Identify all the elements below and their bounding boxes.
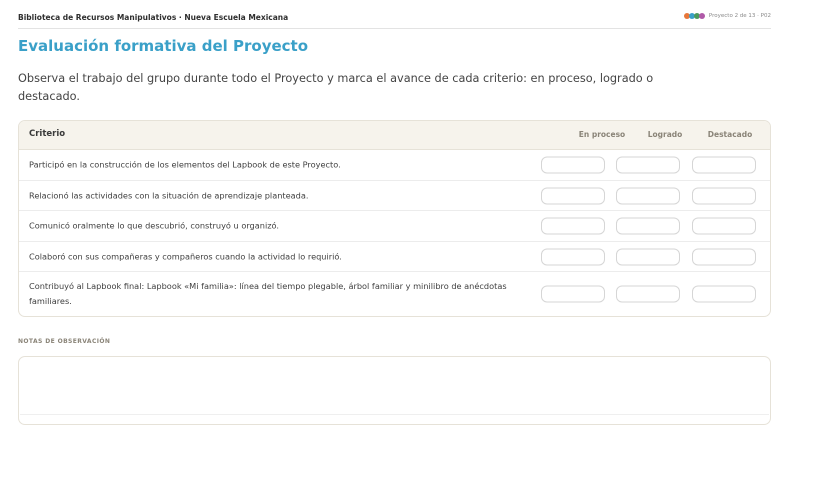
table-row: [19, 242, 770, 272]
header-logrado: Logrado: [647, 130, 683, 139]
page-info: Proyecto 2 de 13 · P02: [708, 13, 771, 19]
table-row: [19, 150, 770, 181]
destacado-checkbox[interactable]: [692, 286, 756, 303]
criterion-text: Contribuyó al Lapbook final: Lapbook «Mi familia»: línea del tiempo plegable, árbol familiar y minilibro de anécdotas familiares.: [29, 281, 507, 306]
criterion-text: Participó en la construcción de los elementos del Lapbook de este Proyecto.: [29, 159, 341, 170]
brand-title: Biblioteca de Recursos Manipulativos · Nueva Escuela Mexicana: [18, 13, 289, 22]
header-bar: [18, 12, 771, 29]
logrado-checkbox[interactable]: [616, 286, 680, 303]
en-proceso-checkbox[interactable]: [541, 187, 605, 204]
en-proceso-checkbox[interactable]: [541, 248, 605, 265]
notes-area[interactable]: [18, 356, 771, 425]
en-proceso-checkbox[interactable]: [541, 218, 605, 235]
criterion-text: Colaboró con sus compañeras y compañeros cuando la actividad lo requirió.: [29, 251, 342, 261]
destacado-checkbox[interactable]: [692, 218, 756, 235]
header-destacado: Destacado: [707, 130, 753, 139]
color-dots: [684, 13, 704, 19]
intro-text: Observa el trabajo del grupo durante todo el Proyecto y marca el avance de cada criterio: en proceso, logrado o destacado.: [18, 72, 654, 103]
en-proceso-checkbox[interactable]: [541, 157, 605, 174]
table-row: [19, 181, 770, 211]
header-criterion: Criterio: [29, 129, 66, 139]
en-proceso-checkbox[interactable]: [541, 286, 605, 303]
logrado-checkbox[interactable]: [616, 187, 680, 204]
destacado-checkbox[interactable]: [692, 157, 756, 174]
table-row: [19, 211, 770, 242]
table-row: [19, 272, 770, 316]
destacado-checkbox[interactable]: [692, 248, 756, 265]
table-header: [19, 121, 770, 150]
page-title: Evaluación formativa del Proyecto: [18, 37, 309, 55]
logrado-checkbox[interactable]: [616, 248, 680, 265]
logrado-checkbox[interactable]: [616, 157, 680, 174]
notes-label: NOTAS DE OBSERVACIÓN: [18, 338, 111, 345]
evaluation-table: [18, 120, 771, 317]
criterion-text: Relacionó las actividades con la situación de aprendizaje planteada.: [29, 190, 309, 200]
page-meta: [684, 13, 771, 19]
color-dot-icon: [699, 13, 705, 19]
logrado-checkbox[interactable]: [616, 218, 680, 235]
notes-divider: [20, 414, 769, 415]
destacado-checkbox[interactable]: [692, 187, 756, 204]
criterion-text: Comunicó oralmente lo que descubrió, construyó u organizó.: [29, 220, 279, 231]
header-en-proceso: En proceso: [578, 130, 626, 139]
